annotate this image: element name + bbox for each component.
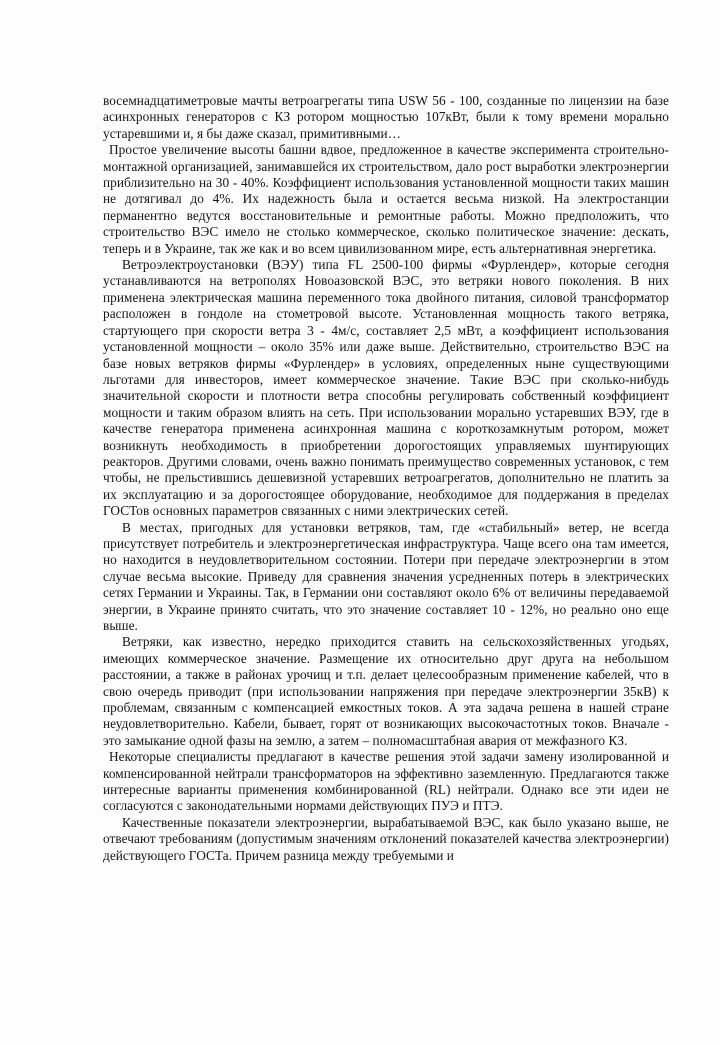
paragraph-2: Простое увеличение высоты башни вдвое, предложенное в качестве эксперимента строительно-монтажной организацией, занимавшейся их строительством, дало рост выработки электроэнергии приблизительно на 30 - 40%. Коэффициент использования установленной мощности таких машин не дотягивал до 4%. Их надежность была и остается весьма низкой. На электростанции перманентно ведутся восстановительные и ремонтные работы. Можно предположить, что строительство ВЭС имело не столько коммерческое, сколько политическое значение: дескать, теперь и в Украине, так же как и во всем цивилизованном мире, есть альтернативная энергетика. bbox=[103, 142, 669, 256]
document-body bbox=[103, 93, 669, 864]
paragraph-3: Ветроэлектроустановки (ВЭУ) типа FL 2500-100 фирмы «Фурлендер», которые сегодня устанавливаются на ветрополях Новоазовской ВЭС, это ветряки нового поколения. В них применена электрическая машина переменного тока двойного питания, силовой трансформатор расположен в гондоле на стометровой высоте. Установленная мощность такого ветряка, стартующего при скорости ветра 3 - 4м/с, составляет 2,5 мВт, а коэффициент использования установленной мощности – около 35% или даже выше. Действительно, строительство ВЭС на базе новых ветряков фирмы «Фурлендер» в условиях, определенных ныне существующими льготами для инвесторов, имеет коммерческое значение. Такие ВЭС при сколько-нибудь значительной скорости и плотности ветра способны регулировать собственный коэффициент мощности и таким образом влиять на сеть. При использовании морально устаревших ВЭУ, где в качестве генератора применена асинхронная машина с короткозамкнутым ротором, может возникнуть необходимость в приобретении дорогостоящих управляемых шунтирующих реакторов. Другими словами, очень важно понимать преимущество современных установок, с тем чтобы, не прельстившись дешевизной устаревших ветроагрегатов, дополнительно не платить за их эксплуатацию и за дорогостоящее оборудование, необходимое для поддержания в пределах ГОСТов основных параметров связанных с ними электрических сетей. bbox=[103, 257, 669, 519]
paragraph-1: восемнадцатиметровые мачты ветроагрегаты типа USW 56 - 100, созданные по лицензии на базе асинхронных генераторов с КЗ ротором мощностью 107кВт, были к тому времени морально устаревшими и, я бы даже сказал, примитивными… bbox=[103, 93, 669, 141]
paragraph-7: Качественные показатели электроэнергии, вырабатываемой ВЭС, как было указано выше, не отвечают требованиям (допустимым значениям отклонений показателей качества электроэнергии) действующего ГОСТа. Причем разница между требуемыми и bbox=[103, 814, 669, 863]
paragraph-5: Ветряки, как известно, нередко приходится ставить на сельскохозяйственных угодьях, имеющих коммерческое значение. Размещение их относительно друг друга на небольшом расстоянии, а также в районах урочищ и т.п. делает целесообразным применение кабелей, что в свою очередь приводит (при использовании напряжения при передаче электроэнергии 35кВ) к проблемам, связанным с компенсацией емкостных токов. А эта задача решена в нашей стране неудовлетворительно. Кабели, бывает, горят от возникающих высокочастотных токов. Вначале - это замыкание одной фазы на землю, а затем – полномасштабная авария от межфазного КЗ. bbox=[103, 634, 669, 748]
paragraph-6: Некоторые специалисты предлагают в качестве решения этой задачи замену изолированной и компенсированной нейтрали трансформаторов на эффективно заземленную. Предлагаются также интересные варианты применения комбинированной (RL) нейтрали. Однако все эти идеи не согласуются с законодательными нормами действующих ПУЭ и ПТЭ. bbox=[103, 749, 669, 814]
paragraph-4: В местах, пригодных для установки ветряков, там, где «стабильный» ветер, не всегда присутствует потребитель и электроэнергетическая инфраструктура. Чаще всего она там имеется, но находится в неудовлетворительном состоянии. Потери при передаче электроэнергии в этом случае весьма высокие. Приведу для сравнения значения усредненных потерь в электрических сетях Германии и Украины. Так, в Германии они составляют около 6% от величины передаваемой энергии, в Украине принято считать, что это значение составляет 10 - 12%, но реально оно еще выше. bbox=[103, 519, 669, 633]
